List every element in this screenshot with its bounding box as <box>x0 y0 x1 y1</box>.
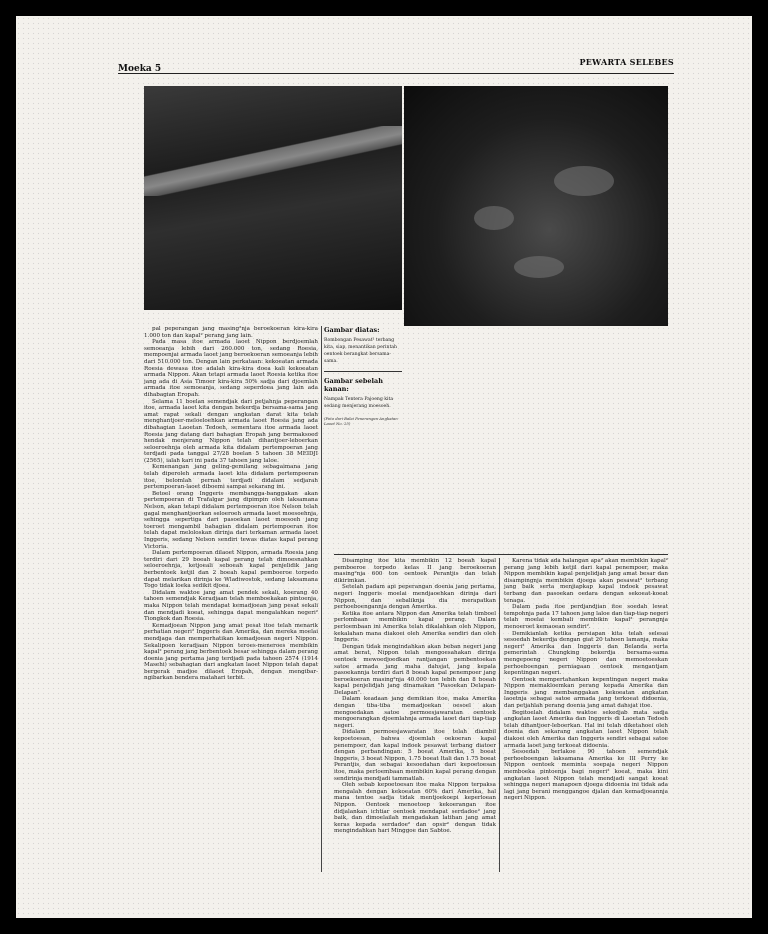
photo-aircraft <box>144 86 402 310</box>
header-rule <box>118 73 674 74</box>
photo-highlight <box>474 206 514 230</box>
caption-divider <box>324 371 402 372</box>
article-paragraph: Setelah padam api peperangan doenia jang pertama, negeri Inggeris moelai mendjaoehkan dirinja dari Nippon, dan sebaliknja dia merapatkan perhoeboengannja dengan Amerika. <box>334 584 496 611</box>
photo-highlight <box>514 256 564 278</box>
caption-top-text: Rombongan Pesawat² terbang kita, siap, menantikan perintah oentoek berangkat bersama-sama. <box>324 338 397 364</box>
photo-caption <box>324 326 402 550</box>
caption-top-title: Gambar diatas: <box>324 326 380 334</box>
article-paragraph: Karena tidak ada halangan apa² akan membikin kapal² perang jang lebih ketjil dari kapal penempoer, maka Nippon membikin kapal penjelidjah jang amat besar dan disampingnja membikin djoega akan pesawat² terbang jang baik serta menjiapkap kapal indoek pesawat terbang dan pasoekan oedara dengan sekoeat-koeat tenaga. <box>504 558 668 604</box>
article-paragraph: Kemenangan jang geling-gemilang sebagaimana jang telah diperoleh armada laoet kita didalam pertempoeran itoe, belomlah pernah terdjadi didalam sedjarah pertempoeran-laoet diboemi sampai sekarang ini. <box>144 464 318 491</box>
section-rule <box>334 554 668 555</box>
article-paragraph: Betoel orang Inggeris membangga-banggakan akan pertempoeran di Trafalgar jang dipimpin oleh laksamana Nelson, akan tetapi didalam pertempoeran itoe Nelson telah gagal menghantjoerkan seloeroeh armada laoet moesoehnja, sehingga sepertiga dari pasoekan laoet moesoeh jang toeroet mengambil bahagian didalam pertempoeran itoe telah dapat meloloskan dirinja dari terkaman armada laoet Inggeris, sedang Nelson sendiri tewas diatas kapal perang Victoria. <box>144 490 318 550</box>
caption-credit: (Foto dari Balai Penerangan Angkatan Laoet No. 25) <box>324 416 398 426</box>
article-paragraph: Ketika itoe antara Nippon dan Amerika telah timboel perlombaan membikin kapal perang. Dalam perloembaan ini Amerika telah dikalahkan oleh Nippon, kekalahan mana diakoei oleh Amerika sendiri dan oleh Inggeris. <box>334 610 496 644</box>
article-paragraph: Pada masa itoe armada laoet Nippon berdjoemlah semoeanja lebih dari 260.000 ton, sedang Roesia, mempoenjai armada laoet jang beroekoeran semoeanja lebih dari 510.000 ton. Dengan lain perkataan: kekoeatan armada Roesia dewasa itoe adalah kira-kira doea kali kekoeatan armada Nippon. Akan tetapi armada laoet Roesia ketika itoe jang ada di Asia Timoer kira-kira 50% sadja dari djoemlah armada itoe semoeanja, sedang seperdoea jang lain ada dihabagian Eropah. <box>144 339 318 398</box>
column-rule <box>321 326 322 872</box>
page-number: Moeka 5 <box>118 64 162 74</box>
newspaper-page <box>16 16 752 918</box>
article-paragraph: Oentoek mempertahankan kepentingan negeri maka Nippon memakloemkan perang kepada Amerika dan Inggeris jang membanggakan kekoeatan angkatan laoetnja sebagai satoe armada jang terkoeat didoenia, dan petjahlah perang doenia jang amat dahsjat itoe. <box>504 676 668 710</box>
caption-bottom-text: Nampak Tentera Pajoeng kita sedang menjerang moesoeh. <box>324 397 394 409</box>
article-paragraph: Didalam waktoe jang amat pendek sekali, koerang 40 tahoen semendjak Keradjaan telah memboekakan pintoenja, maka Nippon telah mendapat kemadjoean jang pesat sekali dan mendjadi koeat, sehingga dapat mengalahkan negeri² Tiongkok dan Roesia. <box>144 589 318 623</box>
column-rule <box>499 558 500 872</box>
article-paragraph: Demikianlah ketika persiapan kita telah selesai sesoedah bekerdja dengan giat 20 tahoen lamanja, maka negeri² Amerika dan Inggeris dan Belanda serta pemerintah Chungking bekerdja bersama-sama mengepoeng negeri Nippon dan memoetoeskan perhoeboengan perniagaan oentoek mengantjam kepentingan negeri. <box>504 630 668 677</box>
article-paragraph: Dalam pada itoe perdjandjian itoe soedah lewat tempohnja pada 17 tahoen jang laloe dan tiap-tiap negeri telah moelai kembali membikin kapal² perangnja menoeroet kemaoean sendiri². <box>504 604 668 630</box>
newspaper-sheet <box>118 57 674 876</box>
article-column-2 <box>334 558 496 872</box>
article-paragraph: Dengan tidak mengindahkan akan beban negeri jang amat berat, Nippon telah mengoesahakan dirinja oentoek mewoedjoedkan rantjangan pembentoekan satoe armada jang maha dahsjat, jang kepala pasoekannja terdiri dari 8 boeah kapal penempoer jang beroekoeran masing²nja 40.000 ton lebih dan 8 boeah kapal penjelidjah jang dinamakan "Pasoekan Delapan-Delapan". <box>334 643 496 696</box>
article-paragraph: Disamping itoe kita membikin 12 boeah kapal pemboeroe torpedo kelas II jang beroekoeran masing²nja 600 ton oentoek Perantjis dan telah dikirimkan. <box>334 558 496 584</box>
article-paragraph: Didalam permoesjawaratan itoe telah diambil kepoetoesan, bahwa djoemlah oekoeran kapal penempoer, dan kapal indoek pesawat terbang diatoer dengan perbandingan: 5 boeat Amerika, 5 boeat Inggeris, 3 boeat Nippon, 1.75 boeat Itali dan 1.75 boeat Perantjis, dan sebagai kesoedahan dari kepoetoesan itoe, maka perloembaan membikin kapal perang dengan sendirinja mendjadi tammatlah. <box>334 729 496 782</box>
article-column-3 <box>504 558 668 872</box>
article-paragraph: Begitoelah didalam waktoe sekedjab mata sadja angkatan laoet Amerika dan Inggeris di Laoetan Tedoeh telah dihantjoer-leboerkan. Hal ini telah diketahoei oleh doenia dan sekarang angkatan laoet Nippon telah diakoei oleh Amerika dan Inggeris sendiri sebagai satoe armada laoet jang terkoeat didoenia. <box>504 709 668 749</box>
article-paragraph: Sesoedah berlakoe 90 tahoen semendjak perhoeboengan laksamana Amerika ke III Perry ke Nippon oentoek meminta soepaja negeri Nippon memboeka pintoenja bagi negeri² koeat, maka kini angkatan laoet Nippon telah mendjadi sangat koeat sehingga negeri manapoen djoega didoenia ini tidak ada lagi jang berani menggangoe djalan dan kemadjoeannja negeri Nippon. <box>504 749 668 802</box>
article-paragraph: Dalam keadaan jang demikian itoe, maka Amerika dengan tiba-tiba memadjoekan oesoel akan mengoedakan satoe permoesjawaratan oentoek mengoerangkan djoemlahnja armada laoet dari tiap-tiap negeri. <box>334 696 496 729</box>
photo-paratroopers <box>404 86 668 326</box>
article-column-1 <box>144 326 318 872</box>
photo-wing-shape <box>144 126 402 196</box>
article-paragraph: Oleh sebab kepoetoesan itoe maka Nippon terpaksa mengalah dengan kekoeatan 60% dari Amerika, hal mana tentoe sadja tidak mentjoekoepi keperloean Nippon. Oentoek menoetoep kekoerangan itoe didjalankan ichtiar oentoek mendapat serdadoe² jang baik, dan dimoelailah mengadakan latihan jang amat keras kepada serdadoe² dan opsir² dengan tidak mengindahkan hari Minggoe dan Sabtoe. <box>334 782 496 835</box>
article-paragraph: Kemadjoean Nippon jang amat pesat itoe telah menarik perhatian negeri² Inggeris dan Amerika, dan mereka moelai mendjaga dan memperhatikan kemadjoean negeri Nippon. Sekalipoen keradjaan Nippon teroes-meneroes membikin kapal² perang jang berbentoek besar sehingga dalam perang doenia jang pertama jang terdjadi pada tahoen 2574 (1914 Masehi) sebahagian dari angkatan laoet Nippon telah dapat bergerak madjoe dilaoet Eropah, dengan mengibar-ngibarkan bendera matahari terbit. <box>144 622 318 682</box>
article-paragraph: Selama 11 boelan semendjak dari petjahnja peperangan itoe, armada laoet kita dengan bekerdja bersama-sama jang amat rapat sekali dengan angkatan darat kita telah menghantjoer-meloeloehkan armada laoet Roesia jang ada dibahagian Laoetan Tedoeh, sementara itoe armada laoet Roesia jang datang dari bahagian Eropah jang bermaksoed hendak menjerang Nippon telah dihantjoer-leboerkan seloeroehnja oleh armada kita didalam pertempoeran jang terdjadi pada tanggal 27/28 boelan 5 tahoen 38 MEIDJI (2565), ialah kari ini pada 37 tahoen jang laloe. <box>144 398 318 464</box>
photo-highlight <box>554 166 614 196</box>
newspaper-title: PEWARTA SELEBES <box>579 57 674 67</box>
article-paragraph: Dalam pertempoeran dilaoet Nippon, armada Roesia jang terdiri dari 29 boeah kapal perang telah dimoesnahkan seloeroehnja, ketjoeali seboeah kapal penjelidik jang berbentoek ketjil dan 2 boeah kapal pemboeroe torpedo dapat melarikan dirinja ke Wladiwostok, sedang laksamana Togo tidak loeka sedikit djoea. <box>144 550 318 590</box>
article-paragraph: pal peperangan jang masing²nja beroekoeran kira-kira 1.000 ton dan kapal² perang jang lain. <box>144 326 318 339</box>
caption-bottom-title: Gambar sebelah kanan: <box>324 377 383 393</box>
